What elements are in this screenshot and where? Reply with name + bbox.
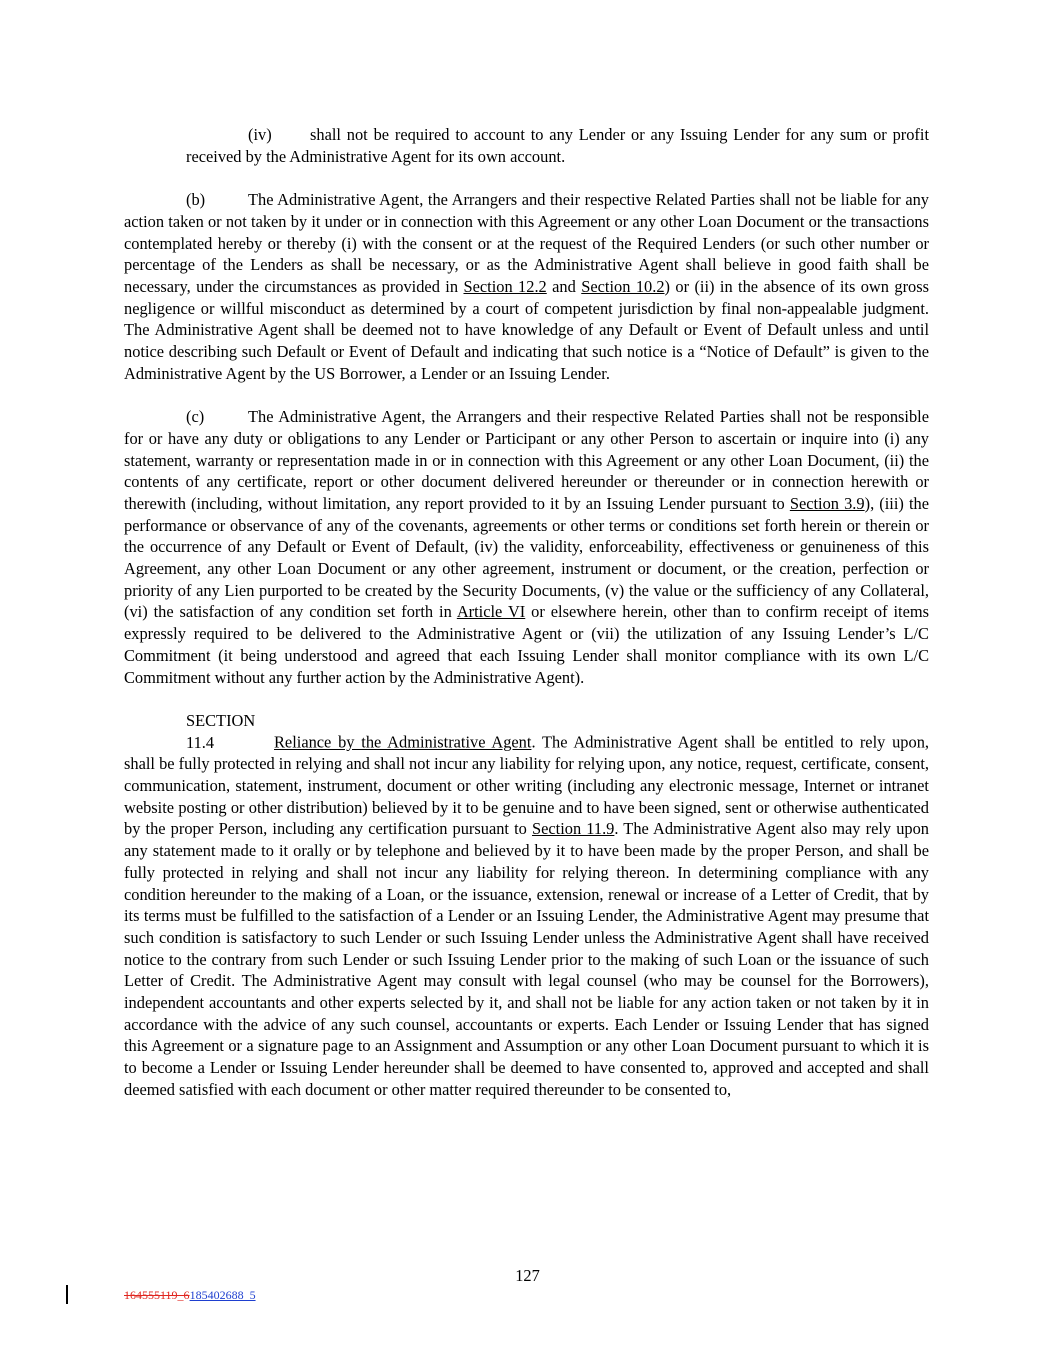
clause-iv-text: shall not be required to account to any Lender or any Issuing Lender for any sum or profit received by the Administrative Agent for its own account. (186, 125, 929, 166)
document-id-deleted: 164555119_6 (124, 1288, 190, 1302)
section-11-9-link[interactable]: Section 11.9 (532, 819, 615, 839)
section-11-4-text-2: . The Administrative Agent also may rely upon any statement made to it orally or by telephone and believed by it to have been made by the proper Person, and shall be fully protected in relying and shall not incur any liability for relying thereon. In determining compliance with any condition hereunder to the making of a Loan, or the issuance, extension, renewal or increase of a Letter of Credit, that by its terms must be fulfilled to the satisfaction of a Lender or an Issuing Lender, the Administrative Agent may presume that such condition is satisfactory to such Lender or such Issuing Lender unless the Administrative Agent shall have received notice to the contrary from such Lender or such Issuing Lender prior to the making of such Loan or the issuance of such Letter of Credit. The Administrative Agent may consult with legal counsel (who may be counsel for the Borrowers), independent accountants and other experts selected by it, and shall not be liable for any action taken or not taken by it in accordance with the advice of any such counsel, accountants or experts. Each Lender or Issuing Lender that has signed this Agreement or a signature page to an Assignment and Assumption or any other Loan Document pursuant to which it is to become a Lender or Issuing Lender hereunder shall be deemed to have consented to, approved and accepted and shall deemed satisfied with each document or other matter required thereunder to be consented to, (124, 819, 929, 1099)
section-11-4-label: SECTION 11.4 (186, 710, 256, 752)
document-page (124, 124, 929, 1122)
section-11-4-text-1: The Administrative Agent shall be entitled to rely upon, shall be fully protected in relying and shall not incur any liability for relying upon, any notice, request, certificate, consent, communication, statement, instrument, document or other writing (including any electronic message, Internet or intranet website posting or other distribution) believed by it to be genuine and to have been signed, sent or otherwise authenticated by the proper Person, including any certification pursuant to (124, 732, 929, 839)
clause-iv-label: (iv) (248, 125, 272, 144)
page-number: 127 (515, 1266, 540, 1285)
paragraph-b (124, 189, 929, 384)
paragraph-b-text-1: The Administrative Agent, the Arrangers and their respective Related Parties shall not be liable for any action taken or not taken by it under or in connection with this Agreement or any other Loan Document or the transactions contemplated hereby or thereby (i) with the consent or at the request of the Required Lenders (or such other number or percentage of the Lenders as shall be necessary, or as the Administrative Agent shall believe in good faith shall be necessary, under the circumstances as provided in (124, 190, 929, 296)
paragraph-c-label: (c) (186, 407, 205, 427)
section-11-4-heading: Reliance by the Administrative Agent (274, 732, 532, 752)
section-11-4 (124, 710, 929, 1101)
paragraph-b-text-3: ) or (ii) in the absence of its own gross negligence or willful misconduct as determined by a court of competent jurisdiction by final non-appealable judgment. The Administrative Agent shall be deemed not to have knowledge of any Default or Event of Default unless and until notice describing such Default or Event of Default and indicating that such notice is a “Notice of Default” is given to the Administrative Agent by the US Borrower, a Lender or an Issuing Lender. (124, 276, 929, 383)
section-11-4-heading-period: . (531, 732, 536, 752)
article-vi-link[interactable]: Article VI (456, 602, 526, 622)
paragraph-c-text-1: The Administrative Agent, the Arrangers and their respective Related Parties shall not be responsible for or have any duty or obligations to any Lender or Participant or any other Person to ascertain or inquire into (i) any statement, warranty or representation made in or in connection with this Agreement or any other Loan Document, (ii) the contents of any certificate, report or other document delivered hereunder or thereunder or in connection herewith or therewith (including, without limitation, any report provided to it by an Issuing Lender pursuant to (124, 407, 929, 513)
paragraph-c (124, 406, 929, 688)
document-id (124, 1288, 256, 1303)
section-10-2-link[interactable]: Section 10.2 (581, 276, 665, 296)
section-3-9-link[interactable]: Section 3.9 (789, 493, 865, 513)
clause-iv (186, 124, 929, 167)
section-12-2-link[interactable]: Section 12.2 (463, 276, 547, 296)
document-id-inserted: 185402688_5 (189, 1288, 256, 1302)
paragraph-c-text-3: or elsewhere herein, other than to confirm receipt of items expressly required to be delivered to the Administrative Agent or (vii) the utilization of any Issuing Lender’s L/C Commitment (it being understood and agreed that each Issuing Lender shall monitor compliance with its own L/C Commitment without any further action by the Administrative Agent). (124, 602, 929, 687)
paragraph-c-text-2: ), (iii) the performance or observance of any of the covenants, agreements or other terms or conditions set forth herein or therein or the occurrence of any Default or Event of Default, (iv) the validity, enforceability, effectiveness or genuineness of this Agreement, any other Loan Document or any other agreement, instrument or document, or the creation, perfection or priority of any Lien purported to be created by the Security Documents, (v) the value or the sufficiency of any Collateral, (vi) the satisfaction of any condition set forth in (124, 493, 930, 622)
paragraph-b-text-2: and (546, 276, 582, 296)
paragraph-b-label: (b) (186, 190, 206, 210)
change-bar (66, 1285, 68, 1304)
